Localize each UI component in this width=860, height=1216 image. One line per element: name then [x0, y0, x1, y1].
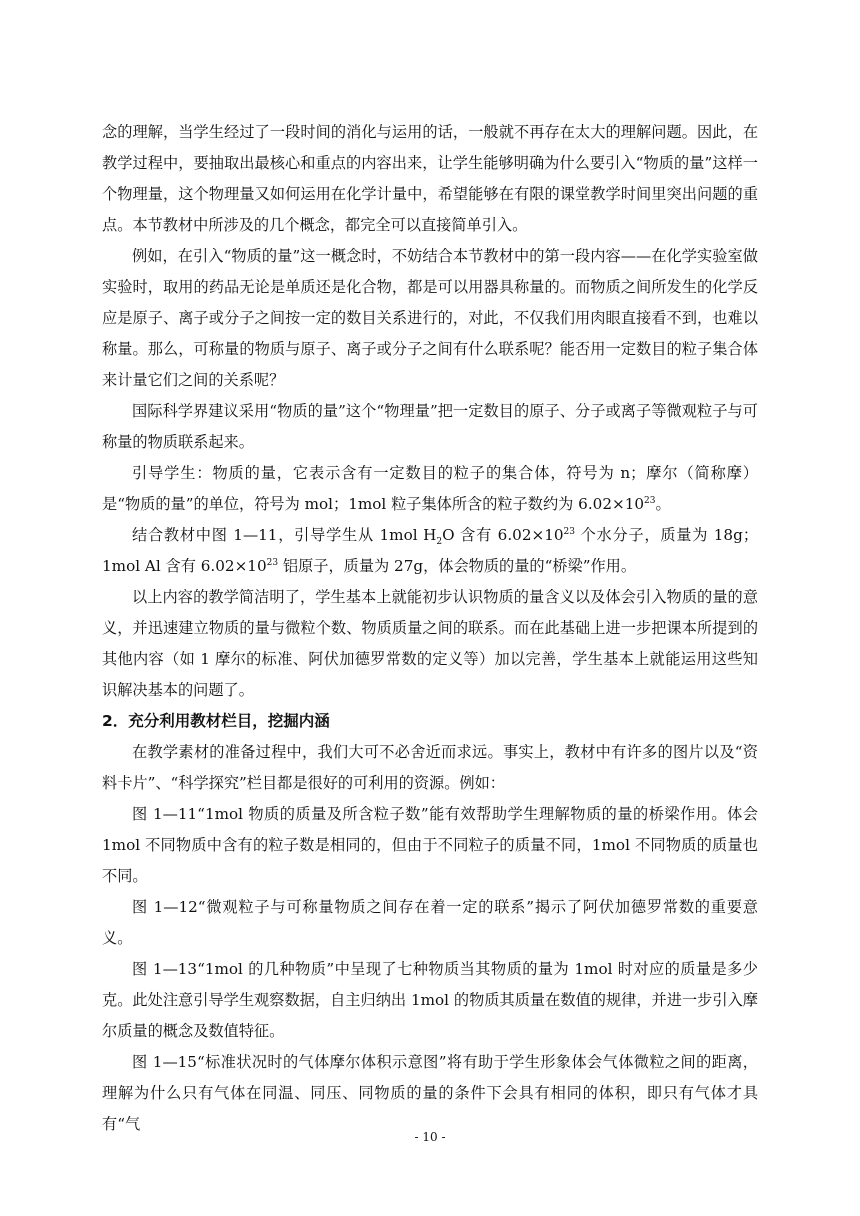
paragraph-guide: [102, 458, 758, 520]
paragraph-3: 国际科学界建议采用“物质的量”这个“物理量”把一定数目的原子、分子或离子等微观粒子与可称量的物质联系起来。: [102, 402, 758, 451]
paragraph-8: 图 1—11“1mol 物质的质量及所含粒子数”能有效帮助学生理解物质的量的桥梁作用。体会 1mol 不同物质中含有的粒子数是相同的，但由于不同粒子的质量不同，1mol 不同物质的质量也不同。: [102, 805, 758, 885]
example-exponent-2: 23: [266, 557, 279, 568]
paragraph-1: 念的理解，当学生经过了一段时间的消化与运用的话，一般就不再存在太大的理解问题。因此，在教学过程中，要抽取出最核心和重点的内容出来，让学生能够明确为什么要引入“物质的量”这样一个物理量，这个物理量又如何运用在化学计量中，希望能够在有限的课堂教学时间里突出问题的重点。本节教材中所涉及的几个概念，都完全可以直接简单引入。: [102, 123, 758, 234]
section-heading: 2．充分利用教材栏目，挖掘内涵: [102, 712, 330, 730]
paragraph-10: 图 1—13“1mol 的几种物质”中呈现了七种物质当其物质的量为 1mol 时对应的质量是多少克。此处注意引导学生观察数据，自主归纳出 1mol 的物质其质量在数值的规律，并进一步引入摩尔质量的概念及数值特征。: [102, 960, 758, 1040]
paragraph-9: 图 1—12“微观粒子与可称量物质之间存在着一定的联系”揭示了阿伏加德罗常数的重要意义。: [102, 898, 758, 947]
example-subscript: 2: [436, 537, 443, 548]
example-text-2: O 含有 6.02×10: [442, 526, 564, 544]
paragraph-6: 以上内容的教学简洁明了，学生基本上就能初步认识物质的量含义以及体会引入物质的量的意义，并迅速建立物质的量与微粒个数、物质质量之间的联系。而在此基础上进一步把课本所提到的其他内容（如 1 摩尔的标准、阿伏加德罗常数的定义等）加以完善，学生基本上就能运用这些知识解决基本的问题了。: [102, 588, 758, 699]
page-number: - 10 -: [414, 1130, 446, 1144]
example-text-3: 个水分子，质量为 18g；1mol Al 含有 6.02×10: [102, 526, 759, 575]
paragraph-7: 在教学素材的准备过程中，我们大可不必舍近而求远。事实上，教材中有许多的图片以及“资料卡片”、“科学探究”栏目都是很好的可利用的资源。例如：: [102, 743, 758, 792]
guide-text-1: 引导学生：物质的量，它表示含有一定数目的粒子的集合体，符号为 n；摩尔（简称摩）是“物质的量”的单位，符号为 mol；1mol 粒子集体所含的粒子数约为 6.02×10: [102, 464, 758, 513]
paragraph-2: 例如，在引入“物质的量”这一概念时，不妨结合本节教材中的第一段内容——在化学实验室做实验时，取用的药品无论是单质还是化合物，都是可以用器具称量的。而物质之间所发生的化学反应是原子、离子或分子之间按一定的数目关系进行的，对此，不仅我们用肉眼直接看不到，也难以称量。那么，可称量的物质与原子、离子或分子之间有什么联系呢？能否用一定数目的粒子集合体来计量它们之间的关系呢？: [102, 247, 758, 389]
example-text-4: 铝原子，质量为 27g，体会物质的量的“桥梁”作用。: [278, 557, 637, 575]
guide-exponent: 23: [644, 495, 656, 506]
guide-text-2: 。: [655, 495, 671, 513]
paragraph-11: 图 1—15“标准状况时的气体摩尔体积示意图”将有助于学生形象体会气体微粒之间的距离，理解为什么只有气体在同温、同压、同物质的量的条件下会具有相同的体积，即只有气体才具有“气: [102, 1053, 758, 1133]
paragraph-example: [102, 520, 758, 582]
example-exponent-1: 23: [563, 526, 575, 537]
body-text: [102, 117, 758, 1140]
example-text-1: 结合教材中图 1—11，引导学生从 1mol H: [132, 526, 437, 544]
